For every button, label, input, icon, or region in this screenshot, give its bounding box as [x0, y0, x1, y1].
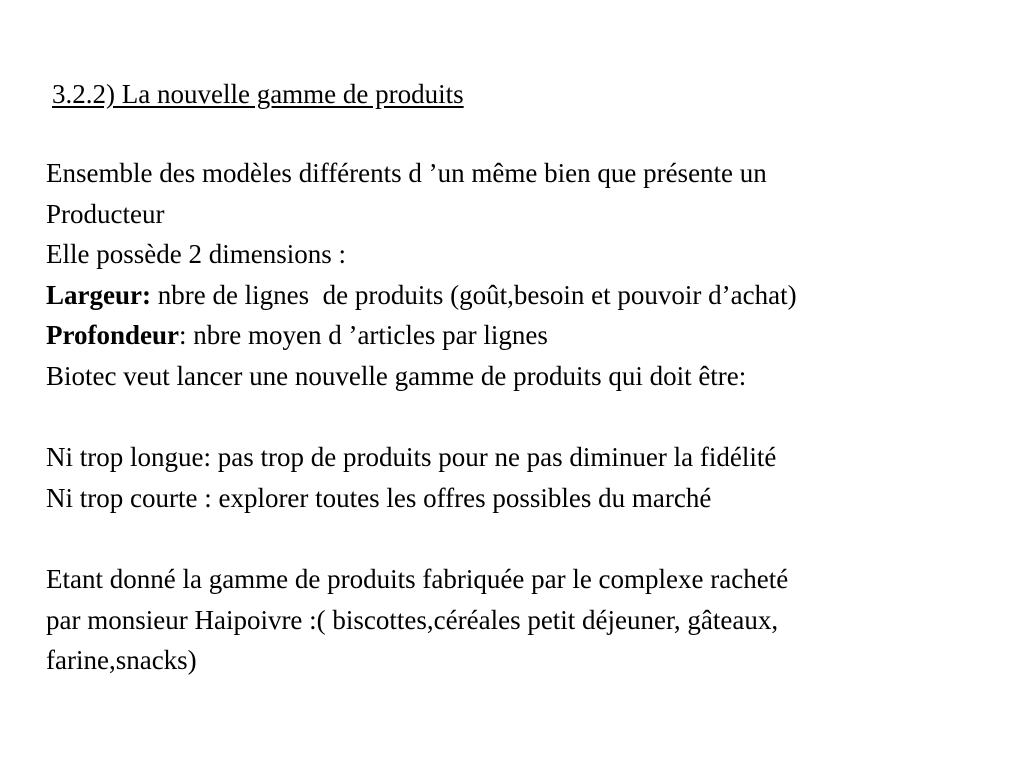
largeur-definition: nbre de lignes de produits (goût,besoin et pouvoir d’achat)	[150, 279, 797, 310]
profondeur-term: Profondeur	[46, 320, 179, 351]
range-line-2: par monsieur Haipoivre :( biscottes,céréales petit déjeuner, gâteaux,	[46, 604, 779, 635]
section-heading: 3.2.2) La nouvelle gamme de produits	[52, 79, 464, 109]
not-too-short-line: Ni trop courte : explorer toutes les offres possibles du marché	[46, 482, 712, 513]
dimensions-intro: Elle possède 2 dimensions :	[46, 239, 346, 270]
slide-body	[46, 153, 1016, 681]
range-line-1: Etant donné la gamme de produits fabriquée par le complexe racheté	[46, 563, 789, 594]
not-too-long-line: Ni trop longue: pas trop de produits pour ne pas diminuer la fidélité	[46, 442, 777, 473]
definition-line-2: Producteur	[46, 198, 165, 229]
profondeur-line	[46, 315, 1016, 356]
largeur-term: Largeur:	[46, 279, 151, 310]
profondeur-definition: : nbre moyen d ’articles par lignes	[179, 320, 548, 351]
blank-line	[46, 397, 1016, 438]
biotec-line: Biotec veut lancer une nouvelle gamme de produits qui doit être:	[46, 360, 747, 391]
largeur-line	[46, 275, 1016, 316]
range-line-3: farine,snacks)	[46, 645, 197, 676]
blank-line	[46, 518, 1016, 559]
definition-line-1: Ensemble des modèles différents d ’un même bien que présente un	[46, 158, 767, 188]
